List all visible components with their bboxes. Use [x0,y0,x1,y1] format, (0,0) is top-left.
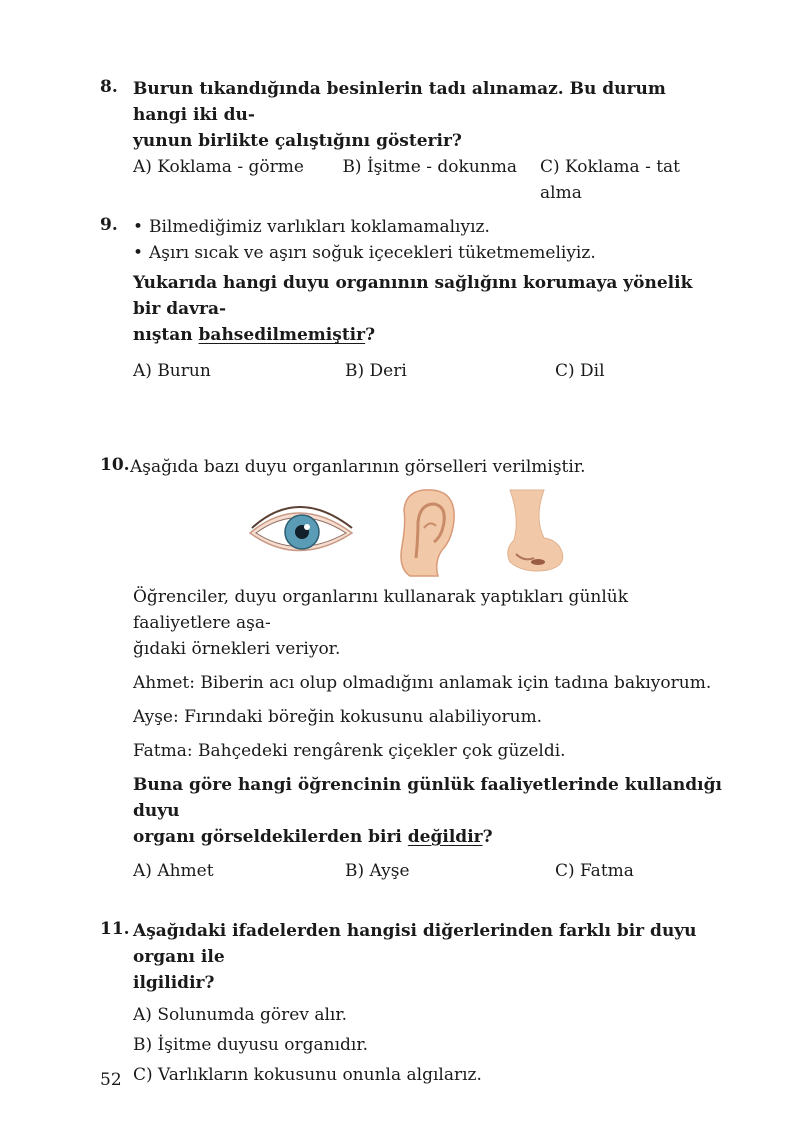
question-stem: organı görseldekilerden biri değildir? [133,827,493,847]
option-c[interactable]: C) Dil [555,361,605,381]
question-10-body [100,584,725,884]
question-number: 10. [100,455,130,475]
sense-organ-images [248,488,608,578]
options [133,358,725,384]
options [133,858,725,884]
question-9 [100,214,725,384]
options [133,154,725,206]
option-b[interactable]: B) İşitme - dokunma [342,157,517,177]
bullet-item: • Aşırı sıcak ve aşırı soğuk içecekleri tüketmemeliyiz. [133,243,596,263]
question-stem: Burun tıkandığında besinlerin tadı alınamaz. Bu durum hangi iki du- [133,79,666,125]
student-fatma: Fatma: Bahçedeki rengârenk çiçekler çok güzeldi. [133,741,566,761]
option-b[interactable]: B) Deri [345,361,407,381]
option-b[interactable]: B) Ayşe [345,861,410,881]
underlined-word: değildir [407,827,483,847]
question-8 [100,76,725,206]
question-stem: nıştan bahsedilmemiştir? [133,325,376,345]
option-a[interactable]: A) Burun [133,361,211,381]
question-stem: Aşağıdaki ifadelerden hangisi diğerlerinden farklı bir duyu organı ile [133,921,697,967]
student-ahmet: Ahmet: Biberin acı olup olmadığını anlamak için tadına bakıyorum. [133,673,712,693]
option-c[interactable]: C) Varlıkların kokusunu onunla algılarız. [133,1065,482,1085]
nose-icon [508,490,563,571]
question-number: 11. [100,919,130,939]
question-stem: Yukarıda hangi duyu organının sağlığını korumaya yönelik bir davra- [133,273,693,319]
page-number: 52 [100,1070,122,1090]
eye-icon [250,507,352,551]
question-number: 9. [100,215,118,235]
option-a[interactable]: A) Koklama - görme [133,157,304,177]
option-b[interactable]: B) İşitme duyusu organıdır. [133,1035,369,1055]
paragraph: Öğrenciler, duyu organlarını kullanarak yaptıkları günlük faaliyetlere aşa- [133,587,629,633]
ear-icon [401,490,454,576]
question-11 [100,918,725,1088]
question-10 [100,454,725,480]
question-stem: yunun birlikte çalıştığını gösterir? [133,131,462,151]
question-intro: Aşağıda bazı duyu organlarının görselleri verilmiştir. [130,457,586,477]
underlined-word: bahsedilmemiştir [198,325,366,345]
option-a[interactable]: A) Solunumda görev alır. [133,1005,348,1025]
question-stem: Buna göre hangi öğrencinin günlük faaliyetlerinde kullandığı duyu [133,775,722,821]
option-a[interactable]: A) Ahmet [133,861,214,881]
bullet-item: • Bilmediğimiz varlıkları koklamamalıyız. [133,217,490,237]
paragraph: ğıdaki örnekleri veriyor. [133,639,341,659]
option-c[interactable]: C) Fatma [555,861,634,881]
option-c[interactable]: C) Koklama - tat alma [540,157,681,203]
question-number: 8. [100,77,118,97]
student-ayse: Ayşe: Fırındaki böreğin kokusunu alabiliyorum. [133,707,543,727]
question-stem: ilgilidir? [133,973,215,993]
